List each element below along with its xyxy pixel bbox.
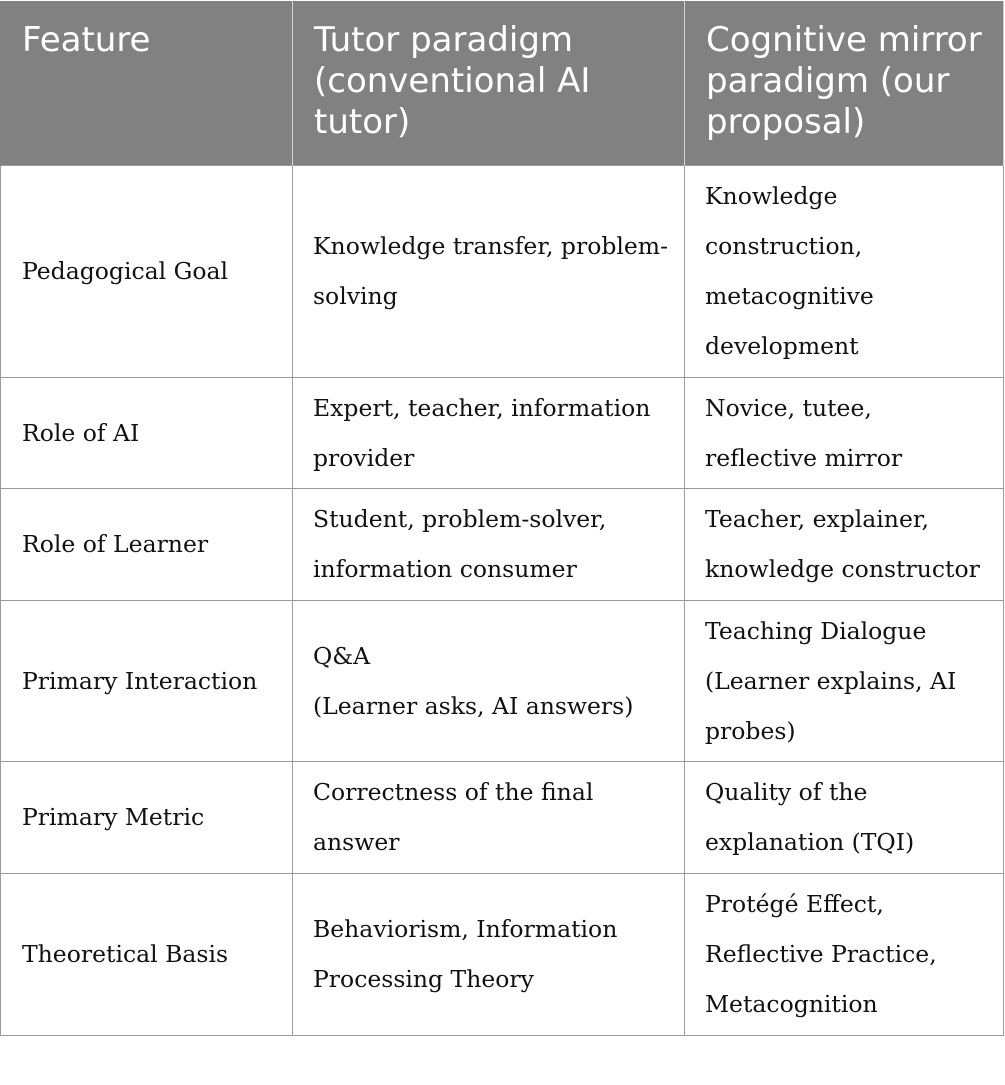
- header-row: [1, 1, 1004, 165]
- table-row: [1, 761, 1004, 873]
- mirror-cell: Knowledge construction, metacognitive development: [685, 165, 1004, 377]
- feature-cell: Pedagogical Goal: [1, 165, 293, 377]
- mirror-cell: Teacher, explainer, knowledge constructor: [685, 488, 1004, 600]
- tutor-cell: Behaviorism, Information Processing Theory: [293, 873, 685, 1035]
- mirror-cell: Teaching Dialogue (Learner explains, AI probes): [685, 600, 1004, 761]
- table-row: [1, 165, 1004, 377]
- feature-cell: Role of Learner: [1, 488, 293, 600]
- table-row: [1, 488, 1004, 600]
- table-row: [1, 600, 1004, 761]
- header-tutor-paradigm: Tutor paradigm (conventional AI tutor): [293, 1, 685, 165]
- tutor-cell: Expert, teacher, information provider: [293, 377, 685, 488]
- mirror-cell: Novice, tutee, reflective mirror: [685, 377, 1004, 488]
- mirror-cell: Protégé Effect, Reflective Practice, Metacognition: [685, 873, 1004, 1035]
- header-feature: Feature: [1, 1, 293, 165]
- feature-cell: Primary Metric: [1, 761, 293, 873]
- tutor-cell: Student, problem-solver, information consumer: [293, 488, 685, 600]
- tutor-cell: Knowledge transfer, problem-solving: [293, 165, 685, 377]
- table-row: [1, 873, 1004, 1035]
- tutor-cell: [293, 600, 685, 761]
- table-row: [1, 377, 1004, 488]
- feature-cell: Role of AI: [1, 377, 293, 488]
- feature-cell: Primary Interaction: [1, 600, 293, 761]
- comparison-table: [0, 1, 1004, 1036]
- header-cognitive-mirror-paradigm: Cognitive mirror paradigm (our proposal): [685, 1, 1004, 165]
- tutor-cell-text: Q&A (Learner asks, AI answers): [313, 641, 634, 720]
- mirror-cell: Quality of the explanation (TQI): [685, 761, 1004, 873]
- tutor-cell: Correctness of the final answer: [293, 761, 685, 873]
- feature-cell: Theoretical Basis: [1, 873, 293, 1035]
